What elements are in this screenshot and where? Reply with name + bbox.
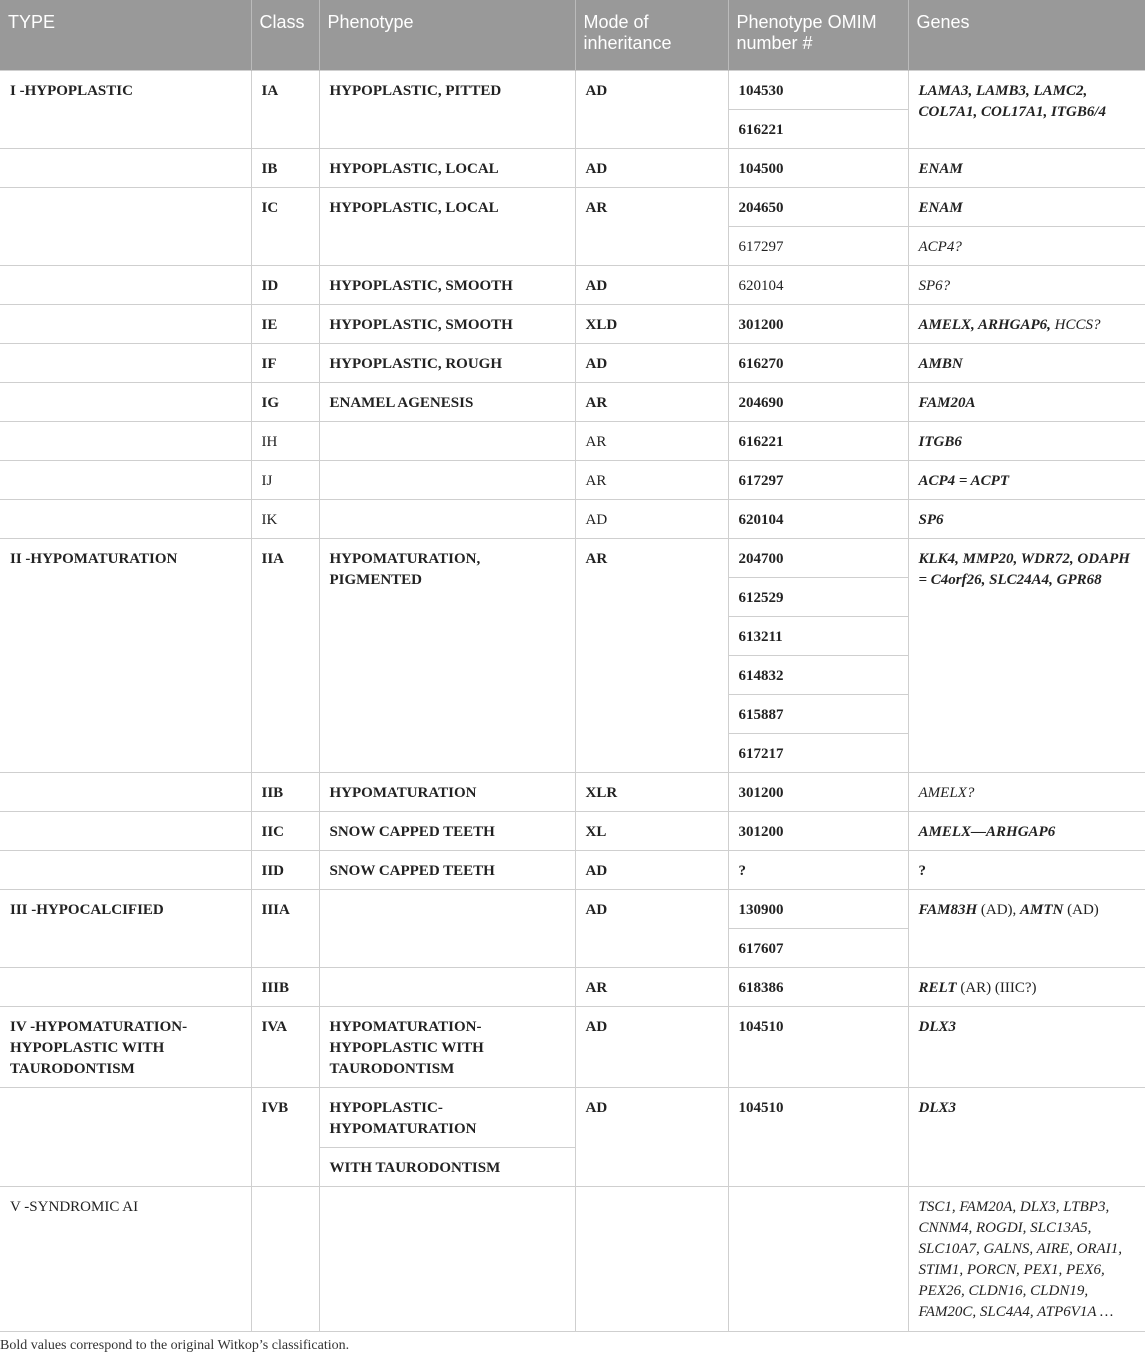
header-class: Class bbox=[251, 0, 319, 71]
table-row bbox=[0, 71, 1145, 110]
phenotype-cell: HYPOPLASTIC, LOCAL bbox=[319, 149, 575, 188]
mode-cell: AD bbox=[575, 851, 728, 890]
phenotype-cell: HYPOPLASTIC-HYPOMATURATION bbox=[319, 1088, 575, 1148]
mode-cell: AD bbox=[575, 149, 728, 188]
mode-cell: AD bbox=[575, 1088, 728, 1187]
omim-cell: 613211 bbox=[728, 617, 908, 656]
omim-cell: 104510 bbox=[728, 1088, 908, 1187]
omim-cell: 617607 bbox=[728, 929, 908, 968]
omim-cell: 104500 bbox=[728, 149, 908, 188]
type-cell: II -HYPOMATURATION bbox=[0, 539, 251, 773]
table-row bbox=[0, 812, 1145, 851]
gene-note: (IIIC?) bbox=[994, 980, 1037, 996]
type-cell bbox=[0, 266, 251, 305]
omim-cell: 614832 bbox=[728, 656, 908, 695]
table-row bbox=[0, 266, 1145, 305]
class-cell: IIB bbox=[251, 773, 319, 812]
mode-cell: AD bbox=[575, 890, 728, 968]
gene-mode: (AR) bbox=[960, 980, 992, 996]
mode-cell: AR bbox=[575, 188, 728, 266]
type-cell bbox=[0, 968, 251, 1007]
omim-cell: 616270 bbox=[728, 344, 908, 383]
class-cell: IIIA bbox=[251, 890, 319, 968]
table-header bbox=[0, 0, 1145, 71]
table-row bbox=[0, 1007, 1145, 1088]
phenotype-cell bbox=[319, 1187, 575, 1332]
type-cell bbox=[0, 344, 251, 383]
genes-cell: SP6? bbox=[908, 266, 1145, 305]
genes-cell: ENAM bbox=[908, 149, 1145, 188]
table-row bbox=[0, 149, 1145, 188]
table-row bbox=[0, 773, 1145, 812]
table-row bbox=[0, 851, 1145, 890]
phenotype-cell: HYPOPLASTIC, LOCAL bbox=[319, 188, 575, 266]
class-cell: IIA bbox=[251, 539, 319, 773]
omim-cell: 104530 bbox=[728, 71, 908, 110]
header-type: TYPE bbox=[0, 0, 251, 71]
class-cell: IIIB bbox=[251, 968, 319, 1007]
omim-cell: 204650 bbox=[728, 188, 908, 227]
phenotype-cell: HYPOMATURATION, PIGMENTED bbox=[319, 539, 575, 773]
omim-cell: 617297 bbox=[728, 461, 908, 500]
mode-cell bbox=[575, 1187, 728, 1332]
type-cell: I -HYPOPLASTIC bbox=[0, 71, 251, 149]
phenotype-cell bbox=[319, 461, 575, 500]
mode-cell: AD bbox=[575, 1007, 728, 1088]
genes-cell: AMELX—ARHGAP6 bbox=[908, 812, 1145, 851]
omim-cell: 618386 bbox=[728, 968, 908, 1007]
table-row bbox=[0, 1088, 1145, 1148]
table-row bbox=[0, 890, 1145, 929]
class-cell: IH bbox=[251, 422, 319, 461]
genes-cell: TSC1, FAM20A, DLX3, LTBP3, CNNM4, ROGDI, SLC13A5, SLC10A7, GALNS, AIRE, ORAI1, STIM1, PORCN, PEX1, PEX6, PEX26, CLDN16, CLDN19, FAM20C, SLC4A4, ATP6V1A … bbox=[908, 1187, 1145, 1332]
genes-cell: AMBN bbox=[908, 344, 1145, 383]
gene-relt: RELT bbox=[918, 980, 957, 996]
phenotype-cell: HYPOMATURATION-HYPOPLASTIC WITH TAURODONTISM bbox=[319, 1007, 575, 1088]
type-cell bbox=[0, 461, 251, 500]
genes-uncertain: HCCS? bbox=[1054, 317, 1101, 333]
genes-cell bbox=[908, 305, 1145, 344]
table-row bbox=[0, 539, 1145, 578]
omim-cell: 204700 bbox=[728, 539, 908, 578]
header-phenotype: Phenotype bbox=[319, 0, 575, 71]
omim-cell: 616221 bbox=[728, 110, 908, 149]
phenotype-cell: HYPOPLASTIC, SMOOTH bbox=[319, 305, 575, 344]
class-cell: IVB bbox=[251, 1088, 319, 1187]
phenotype-cell: HYPOPLASTIC, SMOOTH bbox=[319, 266, 575, 305]
genes-cell: LAMA3, LAMB3, LAMC2, COL7A1, COL17A1, ITGB6/4 bbox=[908, 71, 1145, 149]
omim-cell: 620104 bbox=[728, 500, 908, 539]
genes-cell: AMELX? bbox=[908, 773, 1145, 812]
table-row bbox=[0, 383, 1145, 422]
omim-cell: ? bbox=[728, 851, 908, 890]
class-cell: IID bbox=[251, 851, 319, 890]
genes-cell: DLX3 bbox=[908, 1007, 1145, 1088]
genes-cell: ACP4 = ACPT bbox=[908, 461, 1145, 500]
type-cell bbox=[0, 851, 251, 890]
phenotype-cell: WITH TAURODONTISM bbox=[319, 1148, 575, 1187]
genes-cell bbox=[908, 968, 1145, 1007]
header-mode: Mode of inheritance bbox=[575, 0, 728, 71]
class-cell: IC bbox=[251, 188, 319, 266]
class-cell: IIC bbox=[251, 812, 319, 851]
class-cell: IE bbox=[251, 305, 319, 344]
omim-cell: 301200 bbox=[728, 812, 908, 851]
omim-cell: 616221 bbox=[728, 422, 908, 461]
mode-cell: AD bbox=[575, 500, 728, 539]
phenotype-cell: ENAMEL AGENESIS bbox=[319, 383, 575, 422]
type-cell bbox=[0, 422, 251, 461]
mode-cell: AD bbox=[575, 266, 728, 305]
omim-cell: 615887 bbox=[728, 695, 908, 734]
phenotype-cell bbox=[319, 968, 575, 1007]
mode-cell: XL bbox=[575, 812, 728, 851]
omim-cell: 620104 bbox=[728, 266, 908, 305]
table-row bbox=[0, 461, 1145, 500]
phenotype-cell: HYPOPLASTIC, PITTED bbox=[319, 71, 575, 149]
mode-cell: AD bbox=[575, 71, 728, 149]
table-row bbox=[0, 305, 1145, 344]
genes-cell: DLX3 bbox=[908, 1088, 1145, 1187]
mode-cell: AR bbox=[575, 461, 728, 500]
genes-cell: ACP4? bbox=[908, 227, 1145, 266]
omim-cell: 612529 bbox=[728, 578, 908, 617]
genes-cell bbox=[908, 890, 1145, 968]
header-omim: Phenotype OMIM number # bbox=[728, 0, 908, 71]
omim-cell: 301200 bbox=[728, 305, 908, 344]
type-cell bbox=[0, 305, 251, 344]
phenotype-cell: SNOW CAPPED TEETH bbox=[319, 812, 575, 851]
omim-cell: 617217 bbox=[728, 734, 908, 773]
gene-mode: (AD) bbox=[1067, 902, 1099, 918]
table-row bbox=[0, 500, 1145, 539]
mode-cell: XLR bbox=[575, 773, 728, 812]
phenotype-cell bbox=[319, 422, 575, 461]
table-row bbox=[0, 344, 1145, 383]
table-row bbox=[0, 968, 1145, 1007]
omim-cell: 104510 bbox=[728, 1007, 908, 1088]
genes-bold: AMELX, ARHGAP6, bbox=[918, 317, 1051, 333]
mode-cell: AR bbox=[575, 422, 728, 461]
type-cell: IV -HYPOMATURATION-HYPOPLASTIC WITH TAURODONTISM bbox=[0, 1007, 251, 1088]
class-cell: IVA bbox=[251, 1007, 319, 1088]
omim-cell: 130900 bbox=[728, 890, 908, 929]
class-cell: IK bbox=[251, 500, 319, 539]
type-cell bbox=[0, 500, 251, 539]
genes-cell: FAM20A bbox=[908, 383, 1145, 422]
class-cell: IA bbox=[251, 71, 319, 149]
omim-cell bbox=[728, 1187, 908, 1332]
type-cell: III -HYPOCALCIFIED bbox=[0, 890, 251, 968]
genes-cell: ITGB6 bbox=[908, 422, 1145, 461]
type-cell: V -SYNDROMIC AI bbox=[0, 1187, 251, 1332]
genes-cell: ENAM bbox=[908, 188, 1145, 227]
phenotype-cell: HYPOMATURATION bbox=[319, 773, 575, 812]
mode-cell: AR bbox=[575, 383, 728, 422]
genes-cell: SP6 bbox=[908, 500, 1145, 539]
phenotype-cell bbox=[319, 890, 575, 968]
type-cell bbox=[0, 383, 251, 422]
type-cell bbox=[0, 1088, 251, 1187]
phenotype-cell bbox=[319, 500, 575, 539]
omim-cell: 204690 bbox=[728, 383, 908, 422]
class-cell: IF bbox=[251, 344, 319, 383]
class-cell: IJ bbox=[251, 461, 319, 500]
mode-cell: AR bbox=[575, 968, 728, 1007]
class-cell: ID bbox=[251, 266, 319, 305]
phenotype-cell: SNOW CAPPED TEETH bbox=[319, 851, 575, 890]
table-row bbox=[0, 1187, 1145, 1332]
mode-cell: XLD bbox=[575, 305, 728, 344]
omim-cell: 617297 bbox=[728, 227, 908, 266]
gene-fam83h: FAM83H bbox=[918, 902, 978, 918]
gene-mode: (AD), bbox=[980, 902, 1017, 918]
header-genes: Genes bbox=[908, 0, 1145, 71]
mode-cell: AD bbox=[575, 344, 728, 383]
type-cell bbox=[0, 149, 251, 188]
genes-cell: KLK4, MMP20, WDR72, ODAPH = C4orf26, SLC24A4, GPR68 bbox=[908, 539, 1145, 773]
type-cell bbox=[0, 812, 251, 851]
gene-amtn: AMTN bbox=[1020, 902, 1064, 918]
type-cell bbox=[0, 188, 251, 266]
genes-cell: ? bbox=[908, 851, 1145, 890]
class-cell: IG bbox=[251, 383, 319, 422]
mode-cell: AR bbox=[575, 539, 728, 773]
table-row bbox=[0, 422, 1145, 461]
type-cell bbox=[0, 773, 251, 812]
table-footnote: Bold values correspond to the original Witkop’s classification. bbox=[0, 1338, 350, 1353]
omim-cell: 301200 bbox=[728, 773, 908, 812]
table-row bbox=[0, 188, 1145, 227]
class-cell bbox=[251, 1187, 319, 1332]
class-cell: IB bbox=[251, 149, 319, 188]
phenotype-cell: HYPOPLASTIC, ROUGH bbox=[319, 344, 575, 383]
